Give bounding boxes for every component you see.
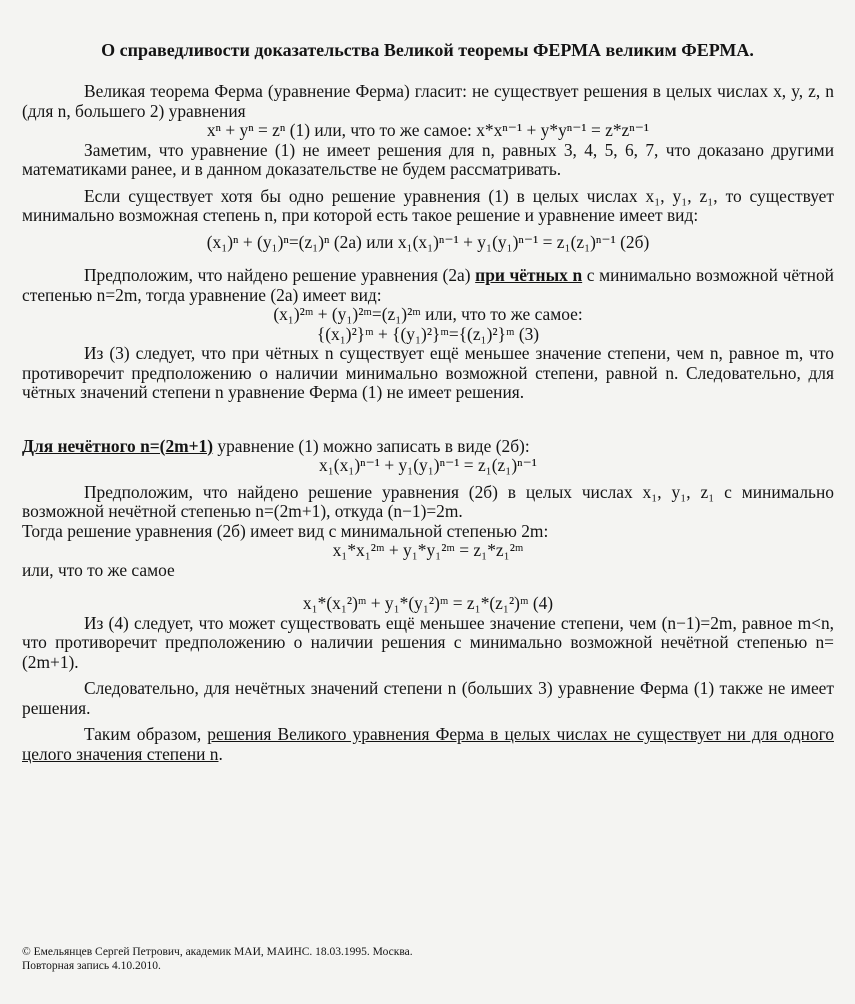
footer-author-line: © Емельянцев Сергей Петрович, академик МАИ, МАИНС. 18.03.1995. Москва.	[22, 946, 413, 958]
odd-case-text-end: уравнение (1) можно записать в виде (2б):	[217, 435, 530, 456]
document-footer	[22, 945, 834, 973]
equation-1: xⁿ + yⁿ = zⁿ (1) или, что то же самое: x*xⁿ⁻¹ + y*yⁿ⁻¹ = z*zⁿ⁻¹	[206, 120, 650, 140]
document-title: О справедливости доказательства Великой теоремы ФЕРМА великим ФЕРМА.	[101, 40, 754, 60]
equation-2b-repeat: x₁(x₁)ⁿ⁻¹ + y₁(y₁)ⁿ⁻¹ = z₁(z₁)ⁿ⁻¹	[319, 455, 537, 475]
paragraph-known-cases: Заметим, что уравнение (1) не имеет решения для n, равных 3, 4, 5, 6, 7, что доказано другими математиками ранее, и в данном доказательстве не будем рассматривать.	[22, 139, 834, 179]
paragraph-minimal-degree: Если существует хотя бы одно решение уравнения (1) в целых числах x₁, y₁, z₁, то существует минимально возможная степень n, при которой есть такое решение и уравнение имеет вид:	[22, 185, 834, 225]
paragraph-odd-contradiction: Из (4) следует, что может существовать ещё меньшее значение степени, чем (n−1)=2m, равное m<n, что противоречит предположению о наличии решения с минимально возможной нечётной степенью n=(2m+1).	[22, 612, 834, 672]
even-case-text-start: Предположим, что найдено решение уравнения (2а)	[84, 265, 471, 285]
paragraph-even-conclusion: Из (3) следует, что при чётных n существует ещё меньшее значение степени, чем n, равное m, что противоречит предположению о наличии минимально возможной степени, равной n. Следовательно, для чётных значений степени n уравнение Ферма (1) не имеет решения.	[22, 343, 834, 402]
even-case-emphasis: при чётных n	[475, 265, 583, 285]
equation-3b: {(x₁)²}ᵐ + {(y₁)²}ᵐ={(z₁)²}ᵐ (3)	[316, 323, 540, 344]
paragraph-or-same: или, что то же самое	[22, 559, 175, 580]
paragraph-odd-form: Тогда решение уравнения (2б) имеет вид с минимальной степенью 2m:	[22, 520, 549, 541]
equation-3a: (x₁)²ᵐ + (y₁)²ᵐ=(z₁)²ᵐ или, что то же самое:	[273, 304, 583, 324]
paragraph-odd-assumption: Предположим, что найдено решение уравнения (2б) в целых числах x₁, y₁, z₁ с минимально возможной нечётной степенью n=(2m+1), откуда (n−1)=2m.	[22, 481, 834, 521]
equation-odd-form: x₁*x₁²ᵐ + y₁*y₁²ᵐ = z₁*z₁²ᵐ	[332, 540, 524, 560]
even-case-text-end: с минимально возможной чётной степенью n=2m, тогда уравнение (2а) имеет вид:	[22, 265, 834, 305]
final-conclusion-underlined: решения Великого уравнения Ферма в целых числах не существует ни для одного целого значения степени n	[22, 724, 834, 764]
final-conclusion-start: Таким образом,	[84, 724, 202, 744]
final-conclusion-end: .	[218, 743, 223, 764]
paragraph-odd-case	[22, 437, 834, 457]
paragraph-odd-conclusion: Следовательно, для нечётных значений степени n (больших 3) уравнение Ферма (1) также не имеет решения.	[22, 678, 834, 718]
equation-2: (x₁)ⁿ + (y₁)ⁿ=(z₁)ⁿ (2а) или x₁(x₁)ⁿ⁻¹ + y₁(y₁)ⁿ⁻¹ = z₁(z₁)ⁿ⁻¹ (2б)	[206, 231, 650, 252]
odd-case-emphasis: Для нечётного n=(2m+1)	[22, 435, 214, 456]
footer-rewrite-line: Повторная запись 4.10.2010.	[22, 960, 161, 972]
document-body	[22, 82, 834, 764]
paragraph-theorem-statement: Великая теорема Ферма (уравнение Ферма) гласит: не существует решения в целых числах x, y, z, n (для n, большего 2) уравнения	[22, 81, 834, 121]
paragraph-final-conclusion	[22, 725, 834, 764]
paragraph-even-case	[22, 266, 834, 305]
equation-4: x₁*(x₁²)ᵐ + y₁*(y₁²)ᵐ = z₁*(z₁²)ᵐ (4)	[302, 593, 554, 613]
